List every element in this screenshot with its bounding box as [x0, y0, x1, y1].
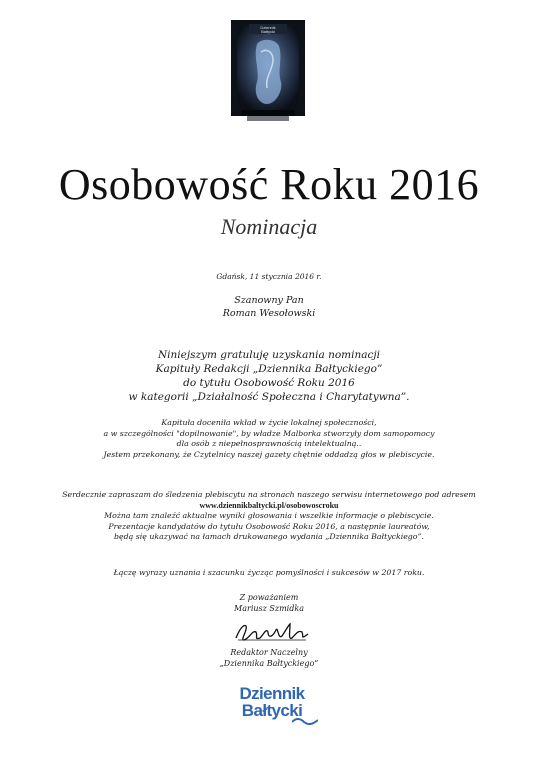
- trophy-engraving-2: Bałtycki: [261, 29, 275, 34]
- paragraph-invitation: [0, 490, 538, 543]
- paragraph-line: będą się ukazywać na łamach drukowanego wydania „Dziennika Bałtyckiego”.: [114, 532, 424, 541]
- handwritten-signature: [232, 618, 312, 644]
- website-link[interactable]: www.dziennikbaltycki.pl/osobowoscroku: [199, 500, 339, 510]
- logo-text-line1: Dziennik: [239, 684, 305, 703]
- role-title: Redaktor Naczelny: [230, 648, 308, 657]
- letter-date: Gdańsk, 11 stycznia 2016 r.: [216, 272, 322, 281]
- trophy-engraving-1: Dziennik: [260, 25, 276, 30]
- page-subtitle: Nominacja: [220, 214, 318, 239]
- signoff-block: [0, 593, 538, 614]
- paragraph-line: Można tam znaleźć aktualne wyniki głosowania i wszelkie informacje o plebiscycie.: [104, 511, 434, 520]
- role-block: [0, 648, 538, 669]
- nomination-block: [0, 348, 538, 404]
- dziennik-baltycki-logo: [222, 685, 322, 733]
- paragraph-line: Serdecznie zapraszam do śledzenia plebiscytu na stronach naszego serwisu internetowego pod adresem: [62, 490, 476, 499]
- paragraph-line: Kapituła doceniła wkład w życie lokalnej społeczności,: [161, 418, 377, 427]
- signoff-line: Z poważaniem: [239, 593, 299, 602]
- wave-icon: [292, 717, 318, 725]
- trophy-image: [227, 18, 309, 123]
- signer-name: Mariusz Szmidka: [234, 603, 304, 613]
- role-publication: „Dziennika Bałtyckiego”: [219, 658, 319, 668]
- closing-line: Łączę wyrazy uznania i szacunku życząc pomyślności i sukcesów w 2017 roku.: [113, 568, 425, 577]
- page-title: Osobowość Roku 2016: [58, 160, 480, 209]
- greeting-line: Szanowny Pan: [234, 295, 304, 306]
- paragraph-line: dla osób z niepełnosprawnością intelektualną..: [176, 439, 362, 448]
- paragraph-line: a w szczególności "dopilnowanie", by władze Malborka stworzyły dom samopomocy: [103, 428, 435, 438]
- nomination-line: w kategorii „Działalność Społeczna i Charytatywna”.: [128, 391, 410, 403]
- recipient-name: Roman Wesołowski: [222, 308, 316, 319]
- nomination-line: Niniejszym gratuluję uzyskania nominacji: [157, 349, 381, 361]
- paragraph-line: Jestem przekonany, że Czytelnicy naszej gazety chętnie oddadzą głos w plebiscycie.: [103, 449, 435, 459]
- paragraph-line: Prezentacje kandydatów do tytułu Osobowość Roku 2016, a następnie laureatów,: [108, 521, 430, 531]
- nomination-line: Kapituły Redakcji „Dziennika Bałtyckiego”: [155, 363, 383, 375]
- nomination-line: do tytułu Osobowość Roku 2016: [183, 377, 355, 389]
- logo-text-line2: Bałtycki: [241, 701, 303, 720]
- paragraph-recognition: [0, 418, 538, 460]
- greeting-block: [0, 294, 538, 320]
